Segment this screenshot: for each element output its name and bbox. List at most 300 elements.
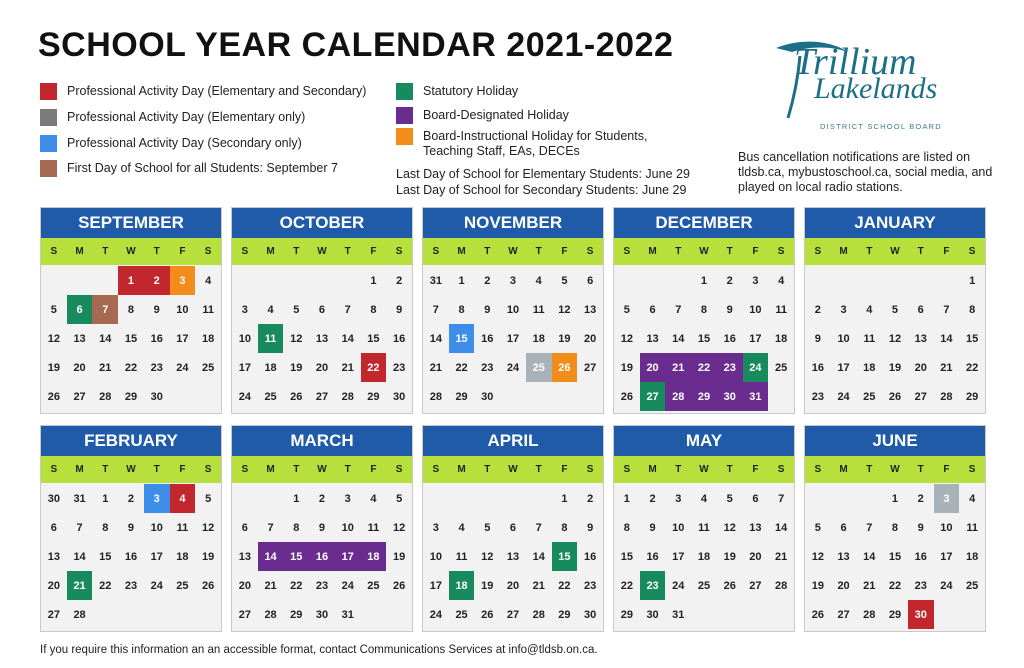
- day-cell: 3: [170, 266, 196, 295]
- day-cell: 25: [455, 608, 468, 621]
- day-cell: 23: [717, 353, 743, 382]
- day-cell: 20: [73, 361, 86, 374]
- month-name: FEBRUARY: [41, 426, 221, 456]
- empty-day-cell: [882, 266, 908, 295]
- day-cell: 6: [67, 295, 93, 324]
- month-january: [804, 207, 986, 414]
- month-name: SEPTEMBER: [41, 208, 221, 238]
- day-cell: 14: [99, 332, 112, 345]
- day-cell: 5: [293, 303, 300, 316]
- day-cell: 30: [646, 608, 659, 621]
- day-cell: 18: [176, 550, 189, 563]
- empty-day-cell: [614, 266, 640, 295]
- weekday-label: S: [395, 246, 403, 257]
- day-cell: 3: [241, 303, 248, 316]
- day-cell: 4: [458, 521, 465, 534]
- day-cell: 18: [361, 542, 387, 571]
- day-cell: 1: [458, 274, 465, 287]
- day-cell: 27: [47, 608, 60, 621]
- day-cell: 24: [837, 390, 850, 403]
- month-name: MAY: [614, 426, 794, 456]
- day-cell: 5: [891, 303, 899, 316]
- day-cell: 1: [102, 492, 109, 505]
- day-cell: 26: [481, 608, 494, 621]
- empty-day-cell: [526, 484, 552, 513]
- weekday-label: F: [370, 464, 377, 475]
- day-cell: 10: [176, 303, 189, 316]
- day-grid: [423, 483, 603, 629]
- day-cell-previous-month: 30: [47, 492, 60, 505]
- day-cell: 1: [700, 274, 708, 287]
- day-cell: 26: [888, 390, 902, 403]
- legend-label: Board-Designated Holiday: [423, 108, 569, 122]
- page-title: SCHOOL YEAR CALENDAR 2021-2022: [38, 26, 674, 64]
- day-cell: 4: [267, 303, 274, 316]
- day-cell: 28: [863, 608, 876, 621]
- day-cell: 29: [290, 608, 303, 621]
- day-cell: 15: [620, 550, 633, 563]
- day-cell: 8: [969, 303, 976, 316]
- day-cell: 8: [623, 521, 630, 534]
- day-cell: 19: [620, 361, 633, 374]
- day-cell: 17: [238, 361, 251, 374]
- day-cell: 21: [532, 579, 545, 592]
- day-cell: 5: [484, 521, 491, 534]
- day-cell: 16: [309, 542, 335, 571]
- day-cell: 24: [176, 361, 189, 374]
- weekday-label: T: [344, 246, 351, 257]
- day-cell: 15: [697, 332, 711, 345]
- weekday-label: S: [586, 246, 594, 257]
- day-cell: 17: [335, 542, 361, 571]
- day-cell: 12: [888, 332, 902, 345]
- month-april: [422, 425, 604, 632]
- day-cell: 9: [814, 332, 821, 345]
- logo-line-lakelands: Lakelands: [814, 72, 938, 105]
- day-cell: 11: [455, 550, 468, 563]
- day-cell: 4: [700, 492, 708, 505]
- empty-day-cell: [449, 484, 475, 513]
- day-cell: 27: [506, 608, 520, 621]
- empty-day-cell: [640, 266, 666, 295]
- day-cell: 20: [315, 361, 329, 374]
- day-cell: 19: [481, 579, 494, 592]
- day-cell: 23: [640, 571, 666, 600]
- day-cell: 24: [429, 608, 442, 621]
- day-cell: 20: [238, 579, 251, 592]
- day-cell: 1: [370, 274, 377, 287]
- day-cell: 12: [620, 332, 633, 345]
- empty-day-cell: [41, 266, 67, 295]
- weekday-label: T: [293, 464, 300, 475]
- day-cell: 29: [691, 382, 717, 411]
- day-cell: 7: [344, 303, 351, 316]
- empty-day-cell: [232, 266, 258, 295]
- day-cell: 22: [99, 579, 112, 592]
- day-cell: 6: [509, 521, 517, 534]
- day-cell: 23: [393, 361, 406, 374]
- day-cell: 22: [691, 353, 717, 382]
- day-cell: 23: [584, 579, 597, 592]
- empty-day-cell: [474, 484, 500, 513]
- day-cell: 5: [561, 274, 568, 287]
- day-cell: 11: [532, 303, 545, 316]
- day-cell: 3: [934, 484, 960, 513]
- last-day-secondary: Last Day of School for Secondary Students: June 29: [396, 183, 687, 197]
- weekday-row: [232, 456, 412, 483]
- weekday-label: W: [508, 246, 518, 257]
- empty-day-cell: [856, 484, 882, 513]
- day-cell: 30: [717, 382, 743, 411]
- empty-day-cell: [856, 266, 882, 295]
- weekday-label: F: [752, 464, 759, 475]
- legend-label: Professional Activity Day (Elementary and Secondary): [67, 84, 367, 98]
- legend-swatch: [40, 160, 57, 177]
- weekday-label: W: [699, 464, 709, 475]
- day-cell: 1: [293, 492, 300, 505]
- day-cell: 8: [102, 521, 109, 534]
- day-cell: 13: [238, 550, 251, 563]
- day-cell: 5: [814, 521, 821, 534]
- day-cell: 2: [127, 492, 135, 505]
- day-cell: 8: [127, 303, 135, 316]
- day-cell: 2: [484, 274, 491, 287]
- day-cell: 13: [646, 332, 659, 345]
- day-cell: 18: [449, 571, 475, 600]
- day-cell: 19: [393, 550, 406, 563]
- day-cell: 23: [481, 361, 494, 374]
- weekday-label: W: [890, 246, 900, 257]
- day-cell: 26: [47, 390, 60, 403]
- day-cell: 7: [432, 303, 439, 316]
- day-cell: 15: [124, 332, 138, 345]
- day-cell: 2: [318, 492, 326, 505]
- day-cell: 29: [558, 608, 571, 621]
- weekday-label: S: [241, 464, 249, 475]
- day-cell: 14: [940, 332, 953, 345]
- day-cell: 27: [640, 382, 666, 411]
- day-cell: 27: [315, 390, 329, 403]
- day-cell: 27: [584, 361, 597, 374]
- day-cell: 15: [367, 332, 380, 345]
- day-cell: 2: [587, 492, 594, 505]
- day-cell: 25: [966, 579, 979, 592]
- logo-line-board: DISTRICT SCHOOL BOARD: [820, 122, 942, 131]
- day-cell: 4: [778, 274, 785, 287]
- day-cell: 15: [888, 550, 902, 563]
- day-cell: 30: [393, 390, 406, 403]
- day-cell-previous-month: 31: [73, 492, 86, 505]
- day-cell: 12: [558, 303, 571, 316]
- day-cell: 14: [258, 542, 284, 571]
- day-cell: 10: [238, 332, 251, 345]
- weekday-label: T: [726, 464, 733, 475]
- day-cell: 6: [752, 492, 759, 505]
- day-cell: 27: [914, 390, 927, 403]
- day-cell: 4: [969, 492, 976, 505]
- day-cell: 24: [238, 390, 251, 403]
- day-cell: 11: [966, 521, 978, 534]
- day-cell: 20: [506, 579, 520, 592]
- day-cell: 9: [917, 521, 924, 534]
- day-grid: [41, 483, 221, 629]
- day-cell: 30: [150, 390, 163, 403]
- legend-swatch: [396, 128, 413, 145]
- day-cell: 3: [144, 484, 170, 513]
- legend-label: First Day of School for all Students: September 7: [67, 161, 338, 175]
- day-cell: 11: [202, 303, 214, 316]
- weekday-row: [614, 238, 794, 265]
- day-cell: 18: [775, 332, 788, 345]
- day-cell: 5: [396, 492, 403, 505]
- legend-label: Professional Activity Day (Elementary only): [67, 110, 306, 124]
- legend-item-pa-both: [40, 84, 366, 100]
- weekday-label: S: [968, 246, 976, 257]
- weekday-label: S: [814, 464, 822, 475]
- day-cell: 19: [723, 550, 736, 563]
- day-cell: 2: [917, 492, 924, 505]
- weekday-label: M: [839, 464, 848, 475]
- day-cell: 3: [752, 274, 759, 287]
- day-cell: 11: [698, 521, 710, 534]
- day-cell: 18: [264, 361, 277, 374]
- day-cell: 9: [127, 521, 135, 534]
- day-cell: 7: [778, 492, 785, 505]
- trillium-lakelands-logo: [770, 38, 960, 140]
- weekday-label: F: [561, 246, 568, 257]
- day-cell: 17: [176, 332, 189, 345]
- day-cell: 5: [623, 303, 630, 316]
- legend-item-board-instructional: [396, 129, 686, 159]
- day-cell: 1: [969, 274, 976, 287]
- day-cell: 10: [940, 521, 953, 534]
- day-cell: 29: [888, 608, 902, 621]
- legend-swatch: [40, 109, 57, 126]
- weekday-label: T: [866, 464, 873, 475]
- weekday-label: T: [726, 246, 733, 257]
- day-cell: 21: [665, 353, 691, 382]
- weekday-label: T: [675, 464, 682, 475]
- day-cell: 8: [700, 303, 708, 316]
- day-grid: [41, 265, 221, 411]
- day-cell: 4: [205, 274, 212, 287]
- day-cell: 14: [672, 332, 685, 345]
- day-cell: 17: [672, 550, 685, 563]
- day-cell: 26: [811, 608, 824, 621]
- legend-swatch: [40, 135, 57, 152]
- day-cell: 13: [73, 332, 86, 345]
- day-cell: 13: [837, 550, 850, 563]
- weekday-label: S: [623, 246, 631, 257]
- day-cell: 30: [908, 600, 934, 629]
- day-cell: 1: [623, 492, 630, 505]
- day-cell: 22: [558, 579, 571, 592]
- day-cell: 13: [749, 521, 762, 534]
- day-cell: 11: [258, 324, 284, 353]
- weekday-label: F: [752, 246, 759, 257]
- day-cell: 8: [293, 521, 300, 534]
- day-cell: 12: [723, 521, 736, 534]
- last-day-elementary: Last Day of School for Elementary Students: June 29: [396, 167, 690, 181]
- day-cell: 27: [73, 390, 86, 403]
- day-cell: 26: [290, 390, 303, 403]
- day-cell: 20: [749, 550, 762, 563]
- weekday-row: [41, 456, 221, 483]
- day-cell: 16: [584, 550, 597, 563]
- weekday-label: F: [370, 246, 377, 257]
- empty-day-cell: [283, 266, 309, 295]
- day-cell: 16: [124, 550, 138, 563]
- day-cell: 4: [535, 274, 542, 287]
- day-cell: 15: [449, 324, 475, 353]
- day-cell: 7: [675, 303, 682, 316]
- day-cell: 29: [124, 390, 138, 403]
- day-cell: 7: [267, 521, 274, 534]
- legend-item-pa-elementary: [40, 110, 305, 126]
- weekday-label: W: [126, 464, 136, 475]
- weekday-label: T: [535, 246, 542, 257]
- day-cell: 7: [866, 521, 873, 534]
- day-cell: 15: [966, 332, 979, 345]
- day-cell: 6: [318, 303, 326, 316]
- day-cell: 11: [176, 521, 189, 534]
- day-cell: 17: [506, 332, 520, 345]
- day-cell: 27: [238, 608, 251, 621]
- weekday-label: M: [457, 464, 466, 475]
- day-cell: 26: [620, 390, 633, 403]
- day-cell: 1: [118, 266, 144, 295]
- day-cell: 20: [584, 332, 597, 345]
- empty-day-cell: [92, 266, 118, 295]
- empty-day-cell: [500, 484, 526, 513]
- weekday-label: F: [179, 464, 186, 475]
- day-cell: 22: [888, 579, 902, 592]
- day-cell: 4: [370, 492, 377, 505]
- day-cell: 6: [587, 274, 594, 287]
- day-cell: 7: [943, 303, 950, 316]
- month-name: JANUARY: [805, 208, 985, 238]
- day-cell: 8: [458, 303, 465, 316]
- day-cell: 29: [966, 390, 979, 403]
- empty-day-cell: [805, 484, 831, 513]
- day-cell: 15: [552, 542, 578, 571]
- day-cell: 14: [341, 332, 354, 345]
- day-cell: 20: [640, 353, 666, 382]
- day-cell: 27: [837, 608, 850, 621]
- day-cell: 30: [481, 390, 494, 403]
- day-cell: 3: [675, 492, 682, 505]
- day-cell: 30: [584, 608, 597, 621]
- day-cell: 2: [814, 303, 821, 316]
- empty-day-cell: [258, 484, 284, 513]
- day-cell: 25: [697, 579, 711, 592]
- weekday-label: S: [241, 246, 249, 257]
- day-cell: 20: [837, 579, 850, 592]
- day-cell: 26: [723, 579, 736, 592]
- weekday-label: F: [179, 246, 186, 257]
- weekday-label: S: [777, 246, 785, 257]
- empty-day-cell: [423, 484, 449, 513]
- day-cell: 6: [649, 303, 656, 316]
- day-cell: 13: [47, 550, 60, 563]
- day-cell: 18: [202, 332, 215, 345]
- weekday-label: S: [395, 464, 403, 475]
- weekday-label: T: [917, 246, 924, 257]
- day-cell: 21: [863, 579, 876, 592]
- day-cell: 17: [749, 332, 762, 345]
- day-cell: 9: [726, 303, 733, 316]
- day-cell: 22: [124, 361, 138, 374]
- empty-day-cell: [335, 266, 361, 295]
- day-cell: 10: [672, 521, 685, 534]
- day-cell: 12: [202, 521, 215, 534]
- weekday-row: [614, 456, 794, 483]
- day-cell: 29: [620, 608, 633, 621]
- weekday-label: M: [75, 464, 84, 475]
- weekday-label: F: [561, 464, 568, 475]
- day-cell: 25: [367, 579, 380, 592]
- day-cell: 11: [863, 332, 876, 345]
- day-cell: 26: [202, 579, 215, 592]
- day-cell: 25: [775, 361, 788, 374]
- day-cell: 5: [205, 492, 212, 505]
- day-cell: 2: [396, 274, 403, 287]
- day-cell: 10: [749, 303, 762, 316]
- day-cell: 22: [290, 579, 303, 592]
- legend-item-pa-secondary: [40, 136, 302, 152]
- day-cell: 7: [76, 521, 83, 534]
- legend-swatch: [396, 107, 413, 124]
- day-cell: 9: [587, 521, 594, 534]
- day-cell: 13: [584, 303, 597, 316]
- day-cell: 19: [888, 361, 902, 374]
- day-grid: [423, 265, 603, 411]
- month-name: JUNE: [805, 426, 985, 456]
- weekday-label: T: [153, 246, 160, 257]
- day-grid: [805, 483, 985, 629]
- day-cell: 4: [866, 303, 873, 316]
- day-cell: 15: [99, 550, 112, 563]
- day-cell: 28: [532, 608, 545, 621]
- day-cell: 9: [318, 521, 326, 534]
- month-june: [804, 425, 986, 632]
- day-cell: 10: [837, 332, 850, 345]
- month-name: MARCH: [232, 426, 412, 456]
- day-cell: 10: [429, 550, 442, 563]
- weekday-label: T: [917, 464, 924, 475]
- weekday-label: T: [293, 246, 300, 257]
- weekday-label: M: [75, 246, 84, 257]
- weekday-row: [423, 456, 603, 483]
- day-cell: 13: [506, 550, 520, 563]
- day-cell: 1: [891, 492, 899, 505]
- weekday-label: M: [648, 246, 657, 257]
- day-cell: 6: [241, 521, 248, 534]
- month-name: APRIL: [423, 426, 603, 456]
- day-cell: 21: [775, 550, 788, 563]
- weekday-label: F: [943, 246, 950, 257]
- weekday-row: [41, 238, 221, 265]
- day-cell: 23: [315, 579, 329, 592]
- day-cell: 22: [620, 579, 633, 592]
- day-cell: 7: [92, 295, 118, 324]
- day-cell: 1: [561, 492, 568, 505]
- day-cell: 8: [561, 521, 568, 534]
- month-november: [422, 207, 604, 414]
- day-cell: 24: [150, 579, 163, 592]
- empty-day-cell: [665, 266, 691, 295]
- legend-label: Statutory Holiday: [423, 84, 519, 98]
